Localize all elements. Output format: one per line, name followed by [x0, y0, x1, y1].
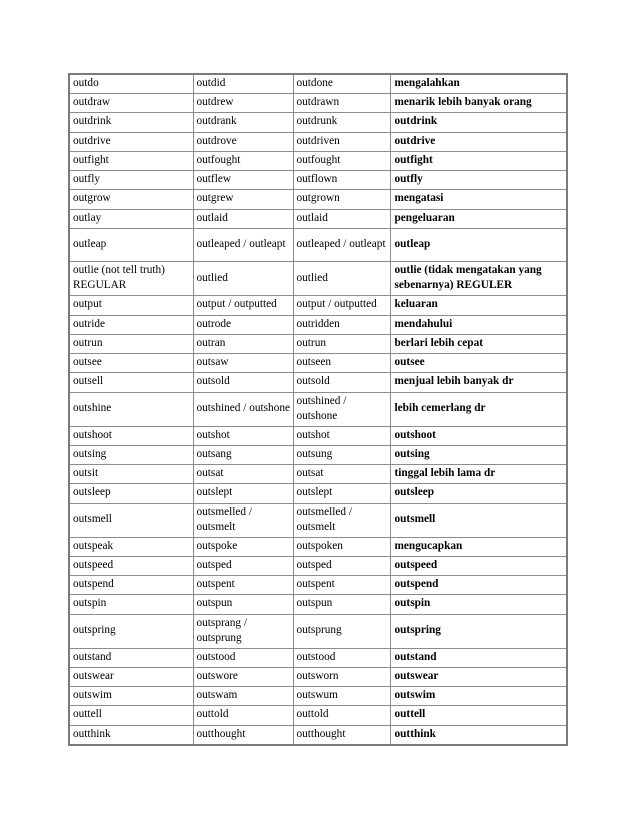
meaning-cell: keluaran [390, 296, 567, 315]
meaning-cell: mengucapkan [390, 537, 567, 556]
table-row [69, 151, 567, 170]
base-form-cell: outdo [69, 74, 193, 94]
meaning-cell: outspeed [390, 556, 567, 575]
base-form-cell: outrun [69, 334, 193, 353]
meaning-cell: outtell [390, 706, 567, 725]
meaning-cell: outdrink [390, 113, 567, 132]
meaning-cell: menarik lebih banyak orang [390, 94, 567, 113]
base-form-cell: outswear [69, 667, 193, 686]
base-form-cell: outspend [69, 576, 193, 595]
past-participle-cell: outsworn [293, 667, 390, 686]
meaning-cell: outfight [390, 151, 567, 170]
past-participle-cell: outsold [293, 373, 390, 392]
past-tense-cell: outdid [193, 74, 293, 94]
base-form-cell: outsing [69, 445, 193, 464]
past-participle-cell: outthought [293, 725, 390, 745]
table-row [69, 190, 567, 209]
past-participle-cell: outrun [293, 334, 390, 353]
table-row [69, 595, 567, 614]
table-row [69, 228, 567, 262]
meaning-cell: outleap [390, 228, 567, 262]
past-tense-cell: outspun [193, 595, 293, 614]
meaning-cell: outlie (tidak mengatakan yang sebenarnya) REGULER [390, 262, 567, 296]
past-participle-cell: outshot [293, 426, 390, 445]
past-tense-cell: output / outputted [193, 296, 293, 315]
past-participle-cell: outspent [293, 576, 390, 595]
past-tense-cell: outshot [193, 426, 293, 445]
meaning-cell: outsmell [390, 503, 567, 537]
table-row [69, 354, 567, 373]
past-participle-cell: outlaid [293, 209, 390, 228]
table-row [69, 725, 567, 745]
meaning-cell: outfly [390, 171, 567, 190]
past-participle-cell: outdrawn [293, 94, 390, 113]
past-participle-cell: outdone [293, 74, 390, 94]
table-row [69, 556, 567, 575]
base-form-cell: outspeak [69, 537, 193, 556]
table-row [69, 392, 567, 426]
past-participle-cell: outspun [293, 595, 390, 614]
meaning-cell: berlari lebih cepat [390, 334, 567, 353]
table-row [69, 667, 567, 686]
table-row [69, 373, 567, 392]
meaning-cell: outdrive [390, 132, 567, 151]
past-participle-cell: outshined / outshone [293, 392, 390, 426]
past-tense-cell: outsat [193, 465, 293, 484]
past-tense-cell: outgrew [193, 190, 293, 209]
table-row [69, 262, 567, 296]
table-row [69, 171, 567, 190]
meaning-cell: outsing [390, 445, 567, 464]
base-form-cell: outtell [69, 706, 193, 725]
base-form-cell: outgrow [69, 190, 193, 209]
past-tense-cell: outran [193, 334, 293, 353]
base-form-cell: outsell [69, 373, 193, 392]
base-form-cell: outlay [69, 209, 193, 228]
meaning-cell: outspend [390, 576, 567, 595]
base-form-cell: outspeed [69, 556, 193, 575]
past-tense-cell: outdrank [193, 113, 293, 132]
base-form-cell: outsee [69, 354, 193, 373]
meaning-cell: menjual lebih banyak dr [390, 373, 567, 392]
table-row [69, 537, 567, 556]
table-row [69, 648, 567, 667]
past-participle-cell: outswum [293, 687, 390, 706]
past-participle-cell: outsped [293, 556, 390, 575]
meaning-cell: outspin [390, 595, 567, 614]
meaning-cell: outswear [390, 667, 567, 686]
past-tense-cell: outdrove [193, 132, 293, 151]
base-form-cell: outshine [69, 392, 193, 426]
table-row [69, 334, 567, 353]
past-participle-cell: outstood [293, 648, 390, 667]
meaning-cell: mendahului [390, 315, 567, 334]
table-row [69, 209, 567, 228]
meaning-cell: pengeluaran [390, 209, 567, 228]
past-tense-cell: outfought [193, 151, 293, 170]
base-form-cell: outthink [69, 725, 193, 745]
past-participle-cell: outsprung [293, 614, 390, 648]
table-row [69, 296, 567, 315]
table-row [69, 503, 567, 537]
past-tense-cell: outspent [193, 576, 293, 595]
meaning-cell: outshoot [390, 426, 567, 445]
meaning-cell: mengalahkan [390, 74, 567, 94]
past-tense-cell: outtold [193, 706, 293, 725]
past-participle-cell: outlied [293, 262, 390, 296]
table-row [69, 113, 567, 132]
past-participle-cell: outseen [293, 354, 390, 373]
past-participle-cell: outsat [293, 465, 390, 484]
base-form-cell: outshoot [69, 426, 193, 445]
table-row [69, 94, 567, 113]
base-form-cell: outdrink [69, 113, 193, 132]
table-row [69, 484, 567, 503]
base-form-cell: outfly [69, 171, 193, 190]
past-tense-cell: outlied [193, 262, 293, 296]
base-form-cell: outdrive [69, 132, 193, 151]
past-participle-cell: outspoken [293, 537, 390, 556]
meaning-cell: tinggal lebih lama dr [390, 465, 567, 484]
past-tense-cell: outsmelled / outsmelt [193, 503, 293, 537]
past-tense-cell: outslept [193, 484, 293, 503]
past-participle-cell: outflown [293, 171, 390, 190]
base-form-cell: outsit [69, 465, 193, 484]
meaning-cell: outstand [390, 648, 567, 667]
past-participle-cell: outdriven [293, 132, 390, 151]
table-row [69, 706, 567, 725]
table-row [69, 576, 567, 595]
past-tense-cell: outleaped / outleapt [193, 228, 293, 262]
past-participle-cell: outridden [293, 315, 390, 334]
table-row [69, 465, 567, 484]
past-tense-cell: outshined / outshone [193, 392, 293, 426]
meaning-cell: lebih cemerlang dr [390, 392, 567, 426]
table-row [69, 132, 567, 151]
past-tense-cell: outsang [193, 445, 293, 464]
meaning-cell: outsee [390, 354, 567, 373]
past-participle-cell: outtold [293, 706, 390, 725]
past-participle-cell: outslept [293, 484, 390, 503]
base-form-cell: outdraw [69, 94, 193, 113]
table-row [69, 445, 567, 464]
meaning-cell: outspring [390, 614, 567, 648]
past-tense-cell: outspoke [193, 537, 293, 556]
table-row [69, 687, 567, 706]
base-form-cell: outsmell [69, 503, 193, 537]
base-form-cell: outspring [69, 614, 193, 648]
base-form-cell: outstand [69, 648, 193, 667]
verb-table-body [69, 74, 567, 745]
past-tense-cell: outsold [193, 373, 293, 392]
past-tense-cell: outlaid [193, 209, 293, 228]
table-row [69, 426, 567, 445]
irregular-verb-table [68, 73, 568, 746]
past-tense-cell: outthought [193, 725, 293, 745]
base-form-cell: output [69, 296, 193, 315]
meaning-cell: outsleep [390, 484, 567, 503]
past-participle-cell: output / outputted [293, 296, 390, 315]
table-row [69, 74, 567, 94]
past-tense-cell: outswam [193, 687, 293, 706]
past-participle-cell: outfought [293, 151, 390, 170]
base-form-cell: outlie (not tell truth) REGULAR [69, 262, 193, 296]
past-participle-cell: outdrunk [293, 113, 390, 132]
past-participle-cell: outsmelled / outsmelt [293, 503, 390, 537]
base-form-cell: outsleep [69, 484, 193, 503]
base-form-cell: outleap [69, 228, 193, 262]
table-row [69, 315, 567, 334]
past-tense-cell: outdrew [193, 94, 293, 113]
meaning-cell: mengatasi [390, 190, 567, 209]
meaning-cell: outthink [390, 725, 567, 745]
past-tense-cell: outsped [193, 556, 293, 575]
meaning-cell: outswim [390, 687, 567, 706]
past-tense-cell: outswore [193, 667, 293, 686]
past-participle-cell: outgrown [293, 190, 390, 209]
past-tense-cell: outsaw [193, 354, 293, 373]
base-form-cell: outspin [69, 595, 193, 614]
past-tense-cell: outrode [193, 315, 293, 334]
past-participle-cell: outsung [293, 445, 390, 464]
base-form-cell: outfight [69, 151, 193, 170]
past-tense-cell: outsprang / outsprung [193, 614, 293, 648]
base-form-cell: outswim [69, 687, 193, 706]
past-tense-cell: outstood [193, 648, 293, 667]
past-tense-cell: outflew [193, 171, 293, 190]
table-row [69, 614, 567, 648]
past-participle-cell: outleaped / outleapt [293, 228, 390, 262]
base-form-cell: outride [69, 315, 193, 334]
